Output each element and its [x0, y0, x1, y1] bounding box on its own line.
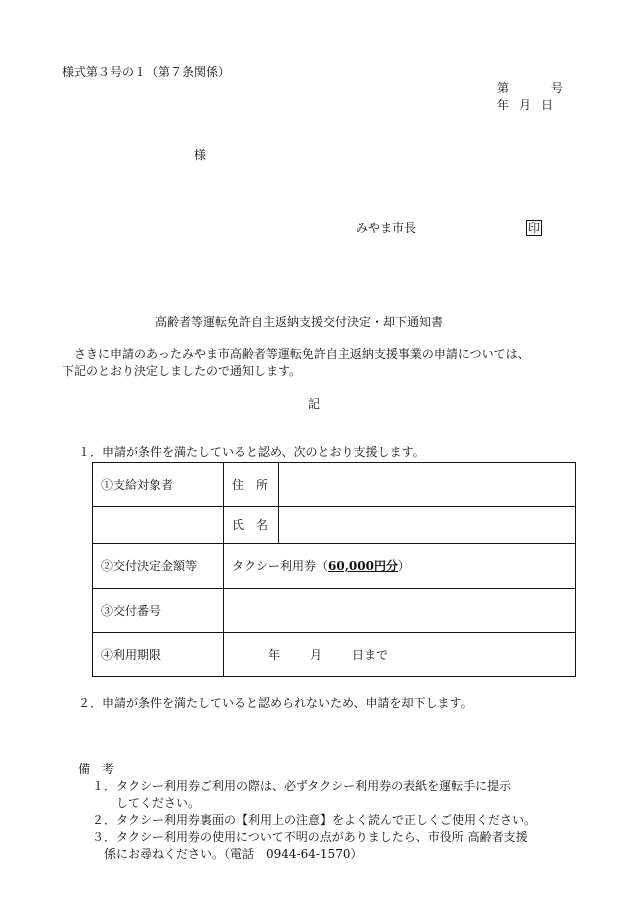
- addressee-suffix: 様: [194, 148, 207, 162]
- date-day: 日: [541, 98, 554, 112]
- doc-number-prefix: 第: [497, 81, 510, 95]
- notes-heading: 備 考: [78, 762, 115, 776]
- issue-number-value: [224, 589, 576, 633]
- name-value: [279, 507, 576, 544]
- ki-heading: 記: [308, 397, 321, 411]
- note-1-line-1: １．タクシー利用券ご利用の際は、必ずタクシー利用券の表紙を運転手に提示: [92, 779, 512, 793]
- name-label: 氏 名: [224, 507, 279, 544]
- table-row: [93, 544, 576, 589]
- row1-label: ①支給対象者: [93, 463, 224, 507]
- issuer-name: みやま市長: [356, 221, 417, 235]
- document-number-line: [497, 82, 563, 94]
- date-year: 年: [497, 98, 510, 112]
- note-3-line-1: ３．タクシー利用券の使用について不明の点がありましたら、市役所 高齢者支援: [92, 830, 528, 844]
- amount-suffix: ）: [397, 559, 410, 573]
- address-label: 住 所: [224, 463, 279, 507]
- period-month: 月: [310, 647, 323, 662]
- item-1-approval: １．申請が条件を満たしていると認め、次のとおり支援します。: [78, 445, 425, 459]
- amount-prefix: タクシー利用券（: [232, 559, 329, 573]
- period-day: 日まで: [352, 647, 389, 662]
- table-row: [93, 463, 576, 507]
- row4-label: ③交付番号: [93, 589, 224, 633]
- date-line: [497, 99, 553, 111]
- table-row: [93, 507, 576, 544]
- address-value: [279, 463, 576, 507]
- date-month: 月: [519, 98, 532, 112]
- period-cell: [224, 633, 576, 677]
- row2-label-empty: [93, 507, 224, 544]
- row3-label: ②交付決定金額等: [93, 544, 224, 589]
- doc-number-suffix: 号: [551, 81, 564, 95]
- item-2-rejection: ２．申請が条件を満たしていると認められないため、申請を却下します。: [78, 696, 473, 710]
- support-table: [92, 462, 576, 677]
- note-3-line-2: 係にお尋ねください。（電話 0944-64-1570）: [104, 847, 363, 861]
- table-row: [93, 633, 576, 677]
- body-line-1: さきに申請のあったみやま市高齢者等運転免許自主返納支援事業の申請については、: [74, 347, 530, 361]
- document-title: 高齢者等運転免許自主返納支援交付決定・却下通知書: [155, 315, 444, 329]
- amount-cell: [224, 544, 576, 589]
- note-2: ２．タクシー利用券裏面の【利用上の注意】をよく読んで正しくご使用ください。: [92, 813, 537, 827]
- amount-value: 60,000円分: [328, 559, 398, 573]
- seal-mark: 印: [528, 221, 541, 235]
- row5-label: ④利用期限: [93, 633, 224, 677]
- body-line-2: 下記のとおり決定しましたので通知します。: [62, 364, 302, 378]
- table-row: [93, 589, 576, 633]
- period-year: 年: [268, 647, 281, 662]
- form-number: 様式第３号の１（第７条関係）: [62, 65, 231, 79]
- note-1-line-2: してください。: [116, 796, 201, 810]
